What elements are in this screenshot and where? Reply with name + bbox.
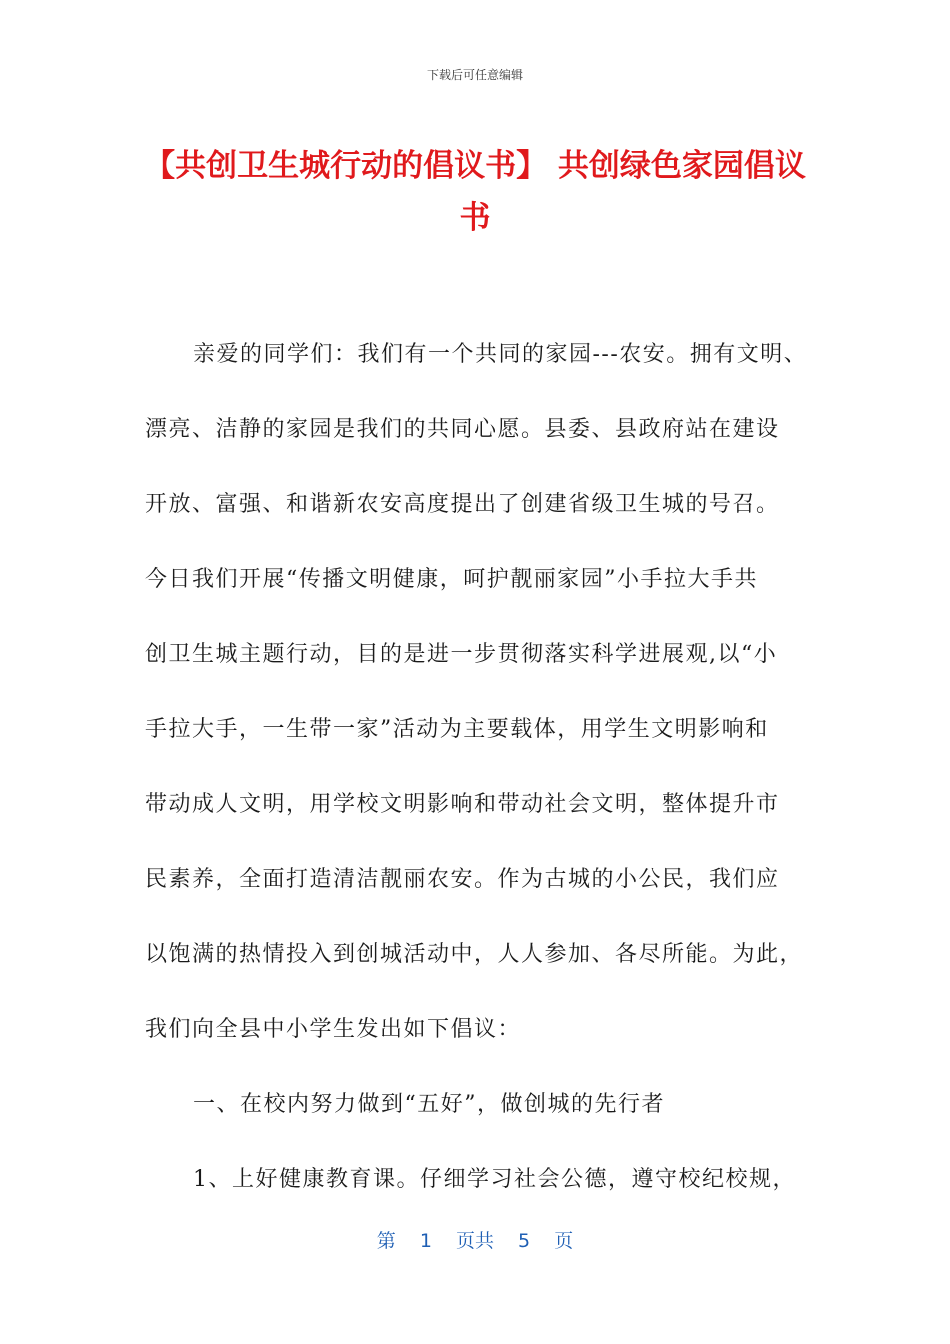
paragraph-line: 手拉大手，一生带一家”活动为主要载体，用学生文明影响和 [145, 717, 769, 742]
paragraph-line: 以饱满的热情投入到创城活动中，人人参加、各尽所能。为此， [145, 942, 804, 967]
document-title: 【共创卫生城行动的倡议书】 共创绿色家园倡议书 [144, 148, 806, 236]
paragraph-line: 民素养，全面打造清洁靓丽农安。作为古城的小公民，我们应 [145, 867, 780, 892]
paragraph-line: 开放、富强、和谐新农安高度提出了创建省级卫生城的号召。 [145, 492, 780, 517]
paragraph-line: 今日我们开展“传播文明健康，呵护靓丽家园”小手拉大手共 [145, 567, 758, 592]
paragraph-line: 1、上好健康教育课。仔细学习社会公德，遵守校纪校规， [193, 1167, 796, 1192]
document-body [145, 317, 808, 1217]
paragraph-line: 我们向全县中小学生发出如下倡议： [145, 1017, 522, 1042]
paragraph-line: 创卫生城主题行动，目的是进一步贯彻落实科学进展观,以“小 [145, 642, 778, 667]
paragraph-line: 亲爱的同学们：我们有一个共同的家园---农安。拥有文明、 [193, 342, 808, 367]
paragraph-line: 漂亮、洁静的家园是我们的共同心愿。县委、县政府站在建设 [145, 417, 780, 442]
page-label-prefix: 第 [376, 1230, 396, 1252]
page-label-suffix: 页 [554, 1230, 574, 1252]
page-label-mid: 页共 [455, 1230, 494, 1252]
page-current: 1 [419, 1230, 432, 1252]
header-note: 下载后可任意编辑 [426, 68, 523, 82]
paragraph-line: 带动成人文明，用学校文明影响和带动社会文明，整体提升市 [145, 792, 780, 817]
section-heading: 一、在校内努力做到“五好”，做创城的先行者 [193, 1092, 665, 1117]
page-footer [0, 1226, 950, 1253]
page-total: 5 [518, 1230, 531, 1252]
